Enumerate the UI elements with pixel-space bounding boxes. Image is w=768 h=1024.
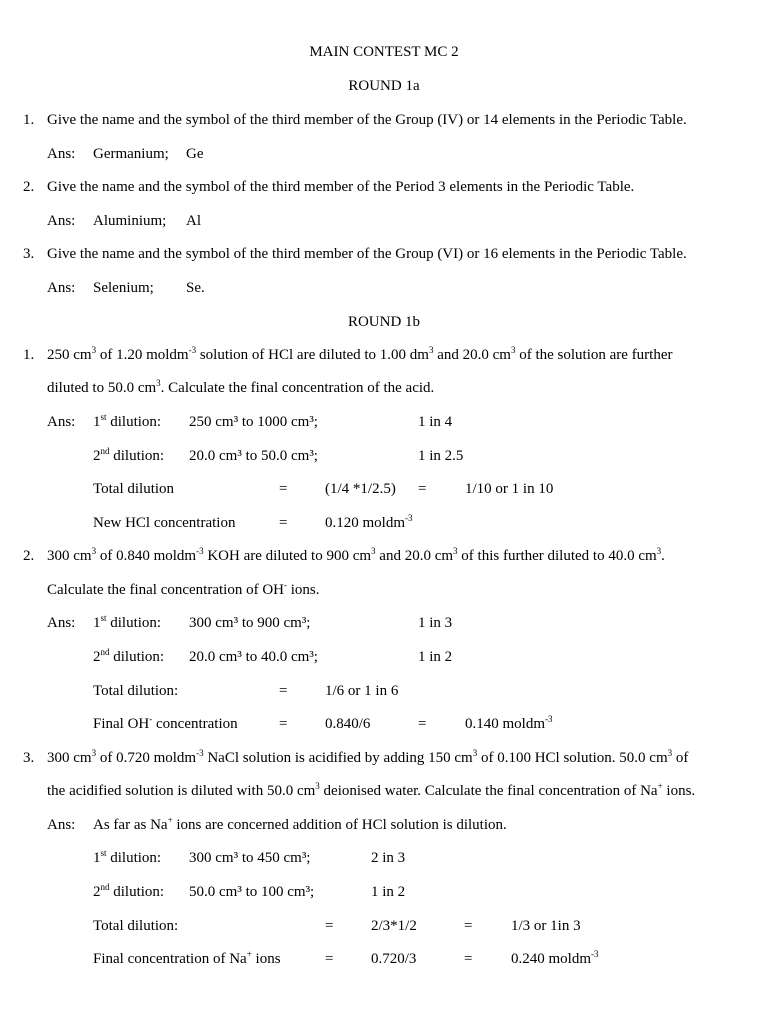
q1b-d2-label: 2nd dilution: [93,446,165,464]
q1a-ans-name: Germanium; [93,146,169,162]
q3b-total-label: Total dilution: [93,918,179,934]
q3b-final-expr: 0.720/3 [371,951,417,967]
q3b-d2-value: 50.0 cm³ to 100 cm³; [189,884,315,900]
q1b-conc-eq: = [279,515,288,531]
q3b-d1-label: 1st dilution: [93,848,162,866]
q3a-ans-name: Selenium; [93,280,154,296]
q3b-total-result: 1/3 or 1in 3 [511,918,581,934]
q2b-final-value: 0.140 moldm$^{-3}$ [465,714,553,732]
q2b-text-line1: 300 $cm^3$ of 0.840 moldm$^{-3}$ KOH are diluted to 900 $cm^3$ and 20.0 $cm^3$ of this further diluted to 40.0 $cm^3$. [47,546,665,564]
q3b-total-eq: = [325,918,334,934]
q2b-final-eq: = [279,716,288,732]
q1b-conc-label: New HCl concentration [93,515,236,531]
q2b-number: 2. [23,548,35,564]
q2b-d1-value: 300 cm³ to 900 cm³; [189,615,311,631]
q2b-total-label: Total dilution: [93,683,179,699]
q1b-total-eq2: = [418,481,427,497]
q1a-number: 1. [23,112,35,128]
q3b-total-expr: 2/3*1/2 [371,918,417,934]
q1b-d2-value: 20.0 cm³ to 50.0 cm³; [189,448,318,464]
q2b-d1-label: 1st dilution: [93,613,162,631]
page-title: MAIN CONTEST MC 2 [309,44,459,60]
q3b-text-line2: the acidified solution is diluted with 50.0 $cm^3$ deionised water. Calculate the final concentration of Na+ ions. [47,781,696,799]
q3b-number: 3. [23,750,35,766]
q3a-text: Give the name and the symbol of the third member of the Group (VI) or 16 elements in the Periodic Table. [47,246,687,262]
q3b-text-line1: 300 $cm^3$ of 0.720 moldm$^{-3}$ NaCl solution is acidified by adding 150 $cm^3$ of 0.100 HCl solution. 50.0 $cm^3$ of [47,748,689,766]
q1b-ans-label: Ans: [47,414,76,430]
q3b-final-eq2: = [464,951,473,967]
q3b-final-label: Final concentration of Na+ ions [93,949,281,967]
q2b-d2-label: 2nd dilution: [93,647,165,665]
q1b-total-label: Total dilution [93,481,175,497]
q1b-d1-label: 1st dilution: [93,412,162,430]
q2b-final-expr: 0.840/6 [325,716,371,732]
round-1b-heading: ROUND 1b [347,314,421,330]
q3a-ans-label: Ans: [47,280,76,296]
q1b-total-expr: (1/4 *1/2.5) [325,481,396,497]
q2a-ans-label: Ans: [47,213,76,229]
q3b-total-eq2: = [464,918,473,934]
q2b-ans-label: Ans: [47,615,76,631]
q1a-text: Give the name and the symbol of the third member of the Group (IV) or 14 elements in the Periodic Table. [47,112,687,128]
q2b-text-line2: Calculate the final concentration of OH- ions. [47,580,320,598]
q2b-final-label: Final OH- concentration [93,714,238,732]
q3b-final-eq: = [325,951,334,967]
q3b-d2-label: 2nd dilution: [93,882,165,900]
q3b-ans-text: As far as Na+ ions are concerned addition of HCl solution is dilution. [93,815,507,833]
q1b-d1-value: 250 cm³ to 1000 cm³; [189,414,318,430]
q1a-ans-symbol: Ge [186,146,204,162]
q2b-d2-value: 20.0 cm³ to 40.0 cm³; [189,649,318,665]
q1b-d1-ratio: 1 in 4 [418,414,453,430]
q2b-d2-ratio: 1 in 2 [418,649,453,665]
q1b-total-eq: = [279,481,288,497]
q1b-d2-ratio: 1 in 2.5 [418,448,464,464]
q2a-text: Give the name and the symbol of the third member of the Period 3 elements in the Periodic Table. [47,179,635,195]
q2b-final-eq2: = [418,716,427,732]
q1b-total-result: 1/10 or 1 in 10 [465,481,554,497]
q1a-ans-label: Ans: [47,146,76,162]
q3b-ans-label: Ans: [47,817,76,833]
q2a-number: 2. [23,179,35,195]
round-1a-heading: ROUND 1a [348,78,420,94]
q1b-conc-value: 0.120 moldm$^{-3}$ [325,513,413,531]
q3a-number: 3. [23,246,35,262]
q2b-total-expr: 1/6 or 1 in 6 [325,683,399,699]
q3b-d1-ratio: 2 in 3 [371,850,406,866]
q1b-text-line2: diluted to 50.0 $cm^3$. Calculate the final concentration of the acid. [47,378,435,396]
q2a-ans-name: Aluminium; [93,213,167,229]
q2b-d1-ratio: 1 in 3 [418,615,453,631]
q3b-d2-ratio: 1 in 2 [371,884,406,900]
q3b-final-value: 0.240 moldm$^{-3}$ [511,949,599,967]
q2a-ans-symbol: Al [186,213,201,229]
q1b-number: 1. [23,347,35,363]
q3b-d1-value: 300 cm³ to 450 cm³; [189,850,311,866]
q3a-ans-symbol: Se. [186,280,205,296]
q1b-text-line1: 250 $cm^3$ of 1.20 moldm$^{-3}$ solution of HCl are diluted to 1.00 $dm^3$ and 20.0 $cm^3$ of the solution are further [47,345,673,363]
q2b-total-eq: = [279,683,288,699]
